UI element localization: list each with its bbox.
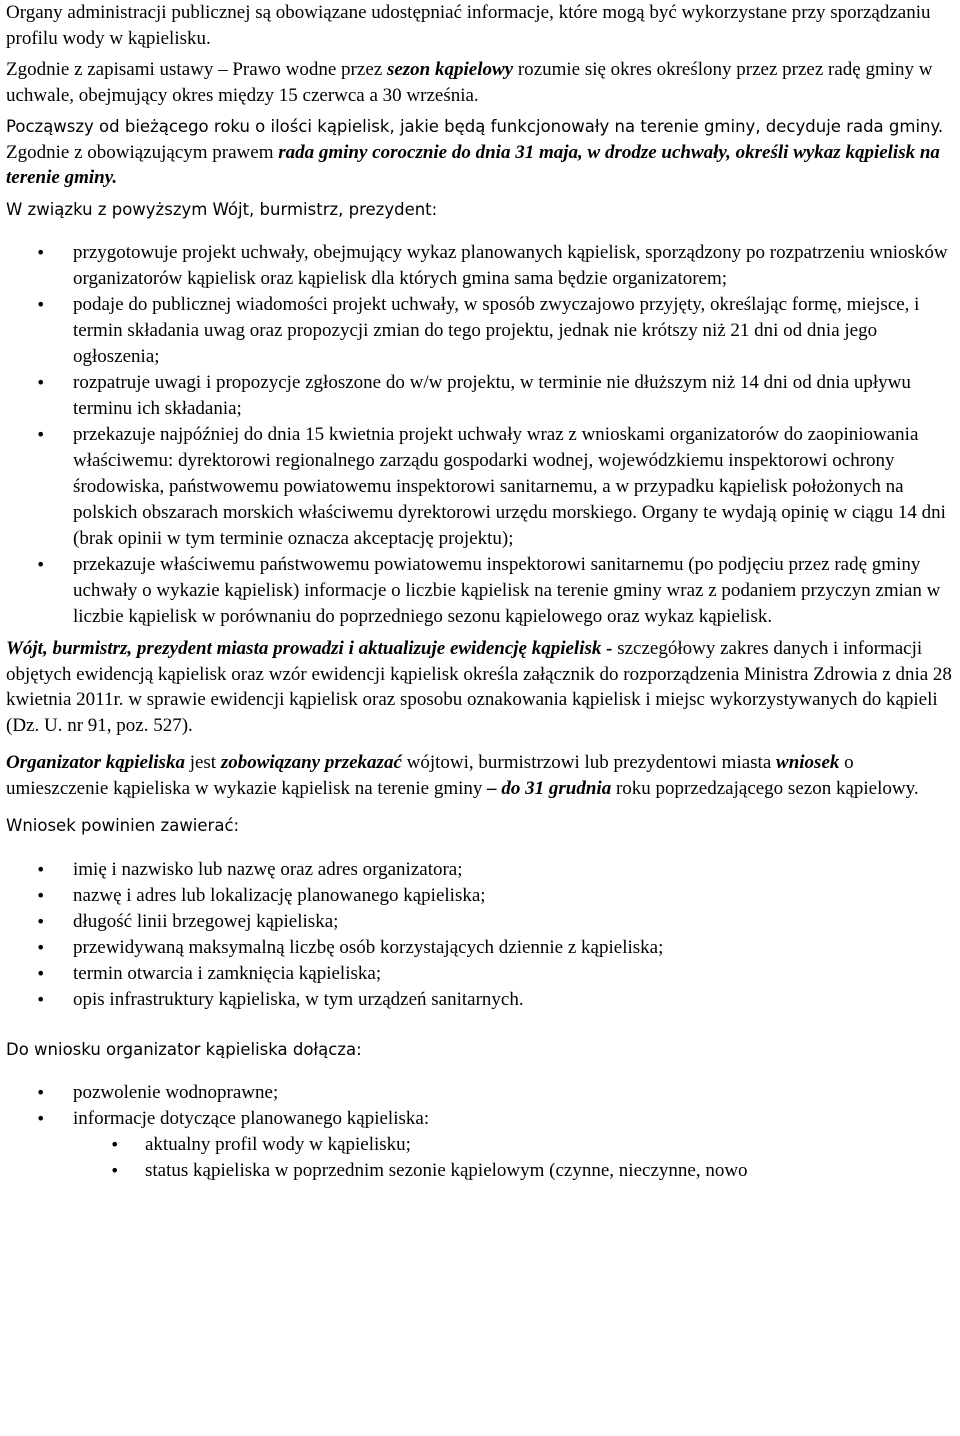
list-item: • długość linii brzegowej kąpieliska;: [6, 909, 960, 935]
emphasis-deadline-dec-31: – do 31 grudnia: [487, 777, 612, 799]
application-contents-list: [6, 857, 960, 1013]
list-item: • termin otwarcia i zamknięcia kąpieliska;: [6, 961, 960, 987]
emphasis-deadline-may-31: rada gminy corocznie do dnia 31 maja, w drodze uchwały, określi wykaz kąpielisk na terenie gminy.: [6, 141, 940, 188]
list-item: • nazwę i adres lub lokalizację planowanego kąpieliska;: [6, 883, 960, 909]
paragraph-public-admin-obligation: [6, 0, 960, 51]
paragraph-text: W związku z powyższym Wójt, burmistrz, prezydent:: [6, 199, 438, 219]
list-item: • rozpatruje uwagi i propozycje zgłoszone do w/w projektu, w terminie nie dłuższym niż 14 dni od dnia upływu terminu ich składania;: [6, 370, 960, 422]
emphasis-obligated: zobowiązany przekazać: [220, 752, 402, 773]
list-item: • podaje do publicznej wiadomości projekt uchwały, w sposób zwyczajowo przyjęty, określając formę, miejsce, i termin składania uwag oraz propozycji zmian do tego projektu, jednak nie krótszy niż 21 dni od dnia jego ogłoszenia;: [6, 292, 960, 370]
emphasis-register-keeper: Wójt, burmistrz, prezydent miasta prowadzi i aktualizuje ewidencję kąpielisk -: [6, 638, 613, 659]
paragraph-mayor-duties-intro: [6, 197, 960, 223]
text-segment-sans: Począwszy od bieżącego roku o ilości kąpielisk, jakie będą funkcjonowały na terenie gminy, decyduje rada gminy.: [6, 117, 944, 136]
attachments-list: [6, 1080, 960, 1132]
paragraph-council-decides: [6, 114, 960, 191]
duties-list: [6, 240, 960, 630]
paragraph-text: Organy administracji publicznej są obowiązane udostępniać informacje, które mogą być wykorzystane przy sporządzaniu profilu wody w kąpielisku.: [6, 2, 931, 49]
list-item: • imię i nazwisko lub nazwę oraz adres organizatora;: [6, 857, 960, 883]
paragraph-organizer-application: [6, 750, 960, 801]
text-segment: o umieszczenie kąpieliska w wykazie kąpielisk na terenie gminy: [6, 752, 854, 799]
text-segment: rozumie się okres określony przez przez radę gminy w uchwale, obejmujący okres między 15 czerwca a 30 września.: [6, 59, 933, 106]
list-item: • przygotowuje projekt uchwały, obejmujący wykaz planowanych kąpielisk, sporządzony po rozpatrzeniu wniosków organizatorów kąpielisk oraz kąpielisk dla których gmina sama będzie organizatorem;: [6, 240, 960, 292]
list-item: • pozwolenie wodnoprawne;: [6, 1080, 960, 1106]
text-segment: szczegółowy zakres danych i informacji objętych ewidencją kąpielisk oraz wzór ewidencji kąpielisk określa załącznik do rozporządzenia Ministra Zdrowia z dnia 28 kwietnia 2011r. w sprawie ewidencji kąpielisk oraz sposobu oznakowania kąpielisk i miejsc wykorzystywanych do kąpieli (Dz. U. nr 91, poz. 527).: [6, 638, 952, 736]
text-segment: roku poprzedzającego sezon kąpielowy.: [611, 777, 919, 799]
list-item: • opis infrastruktury kąpieliska, w tym urządzeń sanitarnych.: [6, 987, 960, 1013]
paragraph-bathing-season-definition: [6, 57, 960, 108]
list-item: • aktualny profil wody w kąpielisku;: [6, 1132, 960, 1158]
text-segment: wójtowi, burmistrzowi lub prezydentowi miasta: [401, 752, 777, 773]
text-segment: Zgodnie z obowiązującym prawem: [6, 141, 279, 163]
list-item: • przewidywaną maksymalną liczbę osób korzystających dziennie z kąpieliska;: [6, 935, 960, 961]
text-segment: jest: [184, 752, 221, 773]
paragraph-attachments-intro: [6, 1037, 960, 1063]
paragraph-text: Wniosek powinien zawierać:: [6, 816, 240, 835]
list-item: • status kąpieliska w poprzednim sezonie kąpielowym (czynne, nieczynne, nowo: [6, 1158, 960, 1184]
paragraph-text: Do wniosku organizator kąpieliska dołącza:: [6, 1039, 362, 1059]
paragraph-register-of-bathing-areas: [6, 636, 960, 738]
list-item: • informacje dotyczące planowanego kąpieliska:: [6, 1106, 960, 1132]
paragraph-application-intro: [6, 813, 960, 839]
list-item: • przekazuje właściwemu państwowemu powiatowemu inspektorowi sanitarnemu (po podjęciu przez radę gminy uchwały o wykazie kąpielisk) informacje o liczbie kąpielisk na terenie gminy wraz z podaniem przyczyn zmian w liczbie kąpielisk w porównaniu do poprzedniego sezonu kąpielowego oraz wykaz kąpielisk.: [6, 552, 960, 630]
list-item: • przekazuje najpóźniej do dnia 15 kwietnia projekt uchwały wraz z wnioskami organizatorów do zaopiniowania właściwemu: dyrektorowi regionalnego zarządu gospodarki wodnej, wojewódzkiemu inspektorowi ochrony środowiska, państwowemu powiatowemu inspektorowi sanitarnemu, a w przypadku kąpielisk położonych na polskich obszarach morskich właściwemu dyrektorowi urzędu morskiego. Organy te wydają opinię w ciągu 14 dni (brak opinii w tym terminie oznacza akceptację projektu);: [6, 422, 960, 552]
term-bathing-season: sezon kąpielowy: [386, 59, 514, 80]
emphasis-application: wniosek: [776, 752, 840, 773]
text-segment: Zgodnie z zapisami ustawy – Prawo wodne przez: [6, 59, 387, 80]
emphasis-organizer: Organizator kąpieliska: [6, 752, 185, 773]
attachments-sublist: [6, 1132, 960, 1184]
